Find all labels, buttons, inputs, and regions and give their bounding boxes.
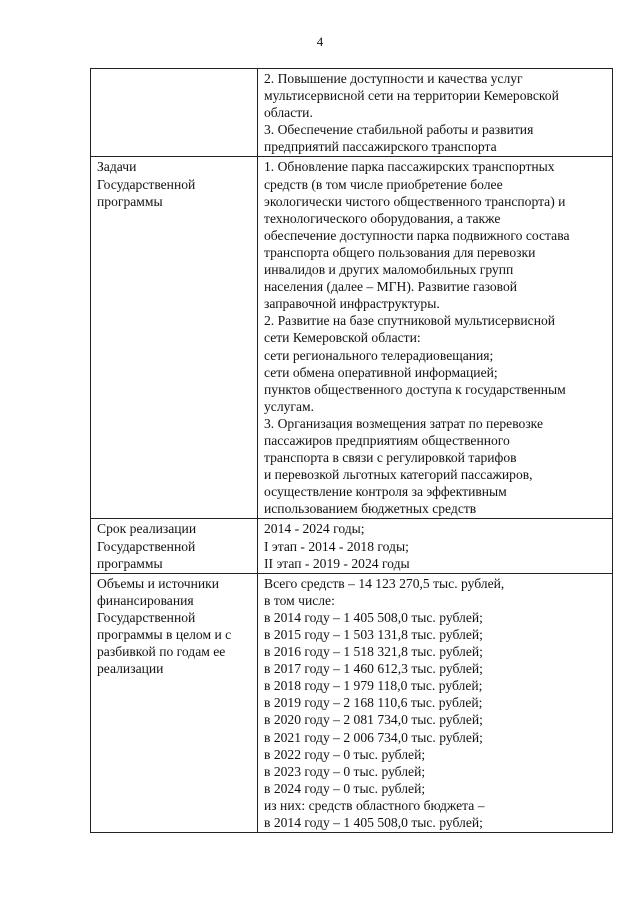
row-content-cell <box>258 573 613 832</box>
row-content-cell <box>258 157 613 519</box>
content-line: Всего средств – 14 123 270,5 тыс. рублей, <box>264 575 505 591</box>
content-line: II этап - 2019 - 2024 годы <box>264 555 410 571</box>
label-line: Государственной <box>97 538 196 554</box>
content-line: использованием бюджетных средств <box>264 501 477 517</box>
term-row <box>91 519 613 573</box>
content-line: в 2019 году – 2 168 110,6 тыс. рублей; <box>264 695 483 711</box>
content-line: услугам. <box>264 398 315 414</box>
content-line: инвалидов и других маломобильных групп <box>264 262 514 278</box>
content-line: в 2014 году – 1 405 508,0 тыс. рублей; <box>264 815 483 831</box>
label-line: Государственной <box>97 609 196 625</box>
content-line: пунктов общественного доступа к государственным <box>264 381 566 397</box>
content-line: 2014 - 2024 годы; <box>264 521 365 537</box>
content-line: в 2020 году – 2 081 734,0 тыс. рублей; <box>264 712 483 728</box>
content-line: I этап - 2014 - 2018 годы; <box>264 538 409 554</box>
content-line: в 2018 году – 1 979 118,0 тыс. рублей; <box>264 678 483 694</box>
content-line: в том числе: <box>264 592 335 608</box>
label-line: программы <box>97 193 163 209</box>
content-line: 2. Повышение доступности и качества услуг <box>264 71 523 86</box>
content-line: в 2023 году – 0 тыс. рублей; <box>264 763 426 779</box>
financing-row <box>91 573 613 832</box>
row-content-cell <box>258 69 613 157</box>
label-line: Государственной <box>97 176 196 192</box>
content-line: 2. Развитие на базе спутниковой мультисервисной <box>264 313 556 329</box>
row-label-cell <box>91 573 258 832</box>
content-line: в 2024 году – 0 тыс. рублей; <box>264 780 426 796</box>
content-line: в 2014 году – 1 405 508,0 тыс. рублей; <box>264 609 483 625</box>
content-line: предприятий пассажирского транспорта <box>264 139 497 155</box>
row-content-cell <box>258 519 613 573</box>
content-line: сети регионального телерадиовещания; <box>264 347 494 363</box>
content-line: сети обмена оперативной информацией; <box>264 364 498 380</box>
row-label-cell <box>91 69 258 157</box>
goals-continuation-row <box>91 69 613 157</box>
content-line: в 2021 году – 2 006 734,0 тыс. рублей; <box>264 729 483 745</box>
label-line: разбивкой по годам ее <box>97 644 226 660</box>
content-line: транспорта общего пользования для перевозки <box>264 244 536 260</box>
content-line: 3. Обеспечение стабильной работы и развития <box>264 122 534 138</box>
label-line: Объемы и источники <box>97 575 220 591</box>
content-line: населения (далее – МГН). Развитие газовой <box>264 279 518 295</box>
content-line: из них: средств областного бюджета – <box>264 797 485 813</box>
label-line: программы <box>97 555 163 571</box>
content-line: 3. Организация возмещения затрат по перевозке <box>264 415 543 431</box>
content-line: в 2016 году – 1 518 321,8 тыс. рублей; <box>264 644 483 660</box>
content-line: осуществление контроля за эффективным <box>264 484 507 500</box>
label-line: финансирования <box>97 592 194 608</box>
content-line: технологического оборудования, а также <box>264 210 501 226</box>
content-line: транспорта в связи с регулировкой тарифов <box>264 450 517 466</box>
content-line: в 2015 году – 1 503 131,8 тыс. рублей; <box>264 627 483 642</box>
content-line: мультисервисной сети на территории Кемеровской <box>264 88 559 104</box>
label-line: Задачи <box>97 159 137 175</box>
row-label-cell <box>91 519 258 573</box>
page-number: 4 <box>316 34 324 49</box>
content-line: заправочной инфраструктуры. <box>264 296 440 312</box>
content-line: сети Кемеровской области: <box>264 330 421 346</box>
label-line: Срок реализации <box>97 521 197 537</box>
content-line: в 2022 году – 0 тыс. рублей; <box>264 746 426 762</box>
tasks-row <box>91 157 613 519</box>
label-line: реализации <box>97 661 164 677</box>
content-line: пассажиров предприятиям общественного <box>264 432 510 448</box>
label-line: программы в целом и с <box>97 627 232 642</box>
row-label-cell <box>91 157 258 519</box>
content-line: 1. Обновление парка пассажирских транспортных <box>264 159 555 175</box>
content-line: и перевозкой льготных категорий пассажиров, <box>264 467 533 483</box>
content-line: в 2017 году – 1 460 612,3 тыс. рублей; <box>264 661 483 677</box>
content-line: области. <box>264 105 313 121</box>
content-line: экологически чистого общественного транспорта) и <box>264 193 566 209</box>
content-line: средств (в том числе приобретение более <box>264 176 503 192</box>
passport-table <box>90 68 613 833</box>
content-line: обеспечение доступности парка подвижного состава <box>264 227 570 243</box>
